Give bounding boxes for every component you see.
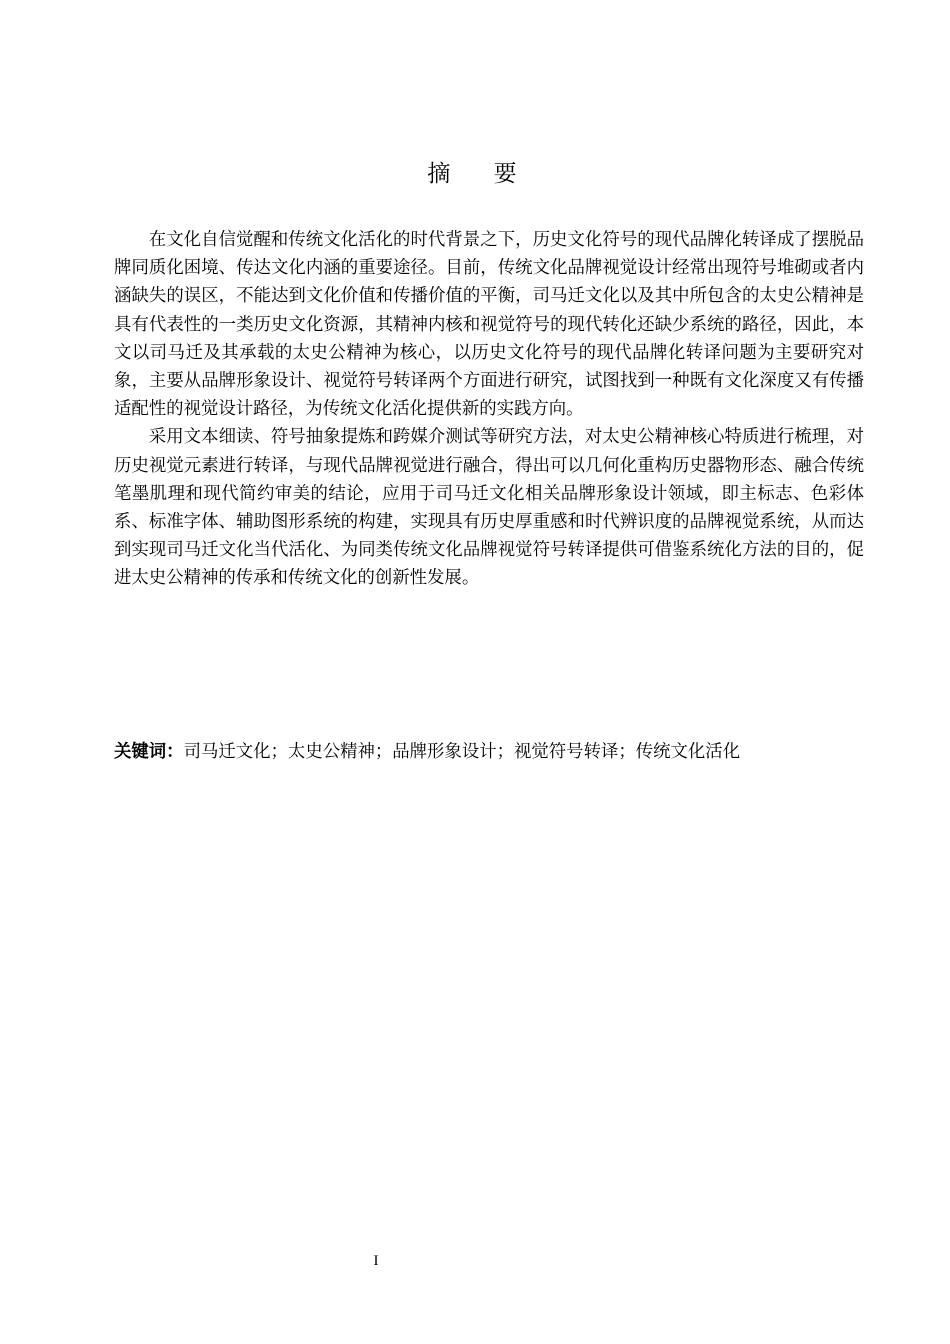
page-number: I bbox=[373, 1253, 379, 1269]
abstract-title: 摘 要 bbox=[427, 161, 535, 187]
keywords-line bbox=[114, 738, 864, 766]
abstract-paragraph-1: 在文化自信觉醒和传统文化活化的时代背景之下，历史文化符号的现代品牌化转译成了摆脱品牌同质化困境、传达文化内涵的重要途径。目前，传统文化品牌视觉设计经常出现符号堆砌或者内涵缺失的误区，不能达到文化价值和传播价值的平衡，司马迁文化以及其中所包含的太史公精神是具有代表性的一类历史文化资源，其精神内核和视觉符号的现代转化还缺少系统的路径，因此，本文以司马迁及其承载的太史公精神为核心，以历史文化符号的现代品牌化转译问题为主要研究对象，主要从品牌形象设计、视觉符号转译两个方面进行研究，试图找到一种既有文化深度又有传播适配性的视觉设计路径，为传统文化活化提供新的实践方向。 bbox=[114, 230, 864, 420]
abstract-body bbox=[114, 226, 864, 593]
keywords-text: 司马迁文化；太史公精神；品牌形象设计；视觉符号转译；传统文化活化 bbox=[183, 742, 741, 762]
abstract-paragraph-2: 采用文本细读、符号抽象提炼和跨媒介测试等研究方法，对太史公精神核心特质进行梳理，对历史视觉元素进行转译，与现代品牌视觉进行融合，得出可以几何化重构历史器物形态、融合传统笔墨肌理和现代简约审美的结论，应用于司马迁文化相关品牌形象设计领域，即主标志、色彩体系、标准字体、辅助图形系统的构建，实现具有历史厚重感和时代辨识度的品牌视觉系统，从而达到实现司马迁文化当代活化、为同类传统文化品牌视觉符号转译提供可借鉴系统化方法的目的，促进太史公精神的传承和传统文化的创新性发展。 bbox=[114, 427, 864, 589]
keywords-label: 关键词： bbox=[114, 742, 184, 762]
